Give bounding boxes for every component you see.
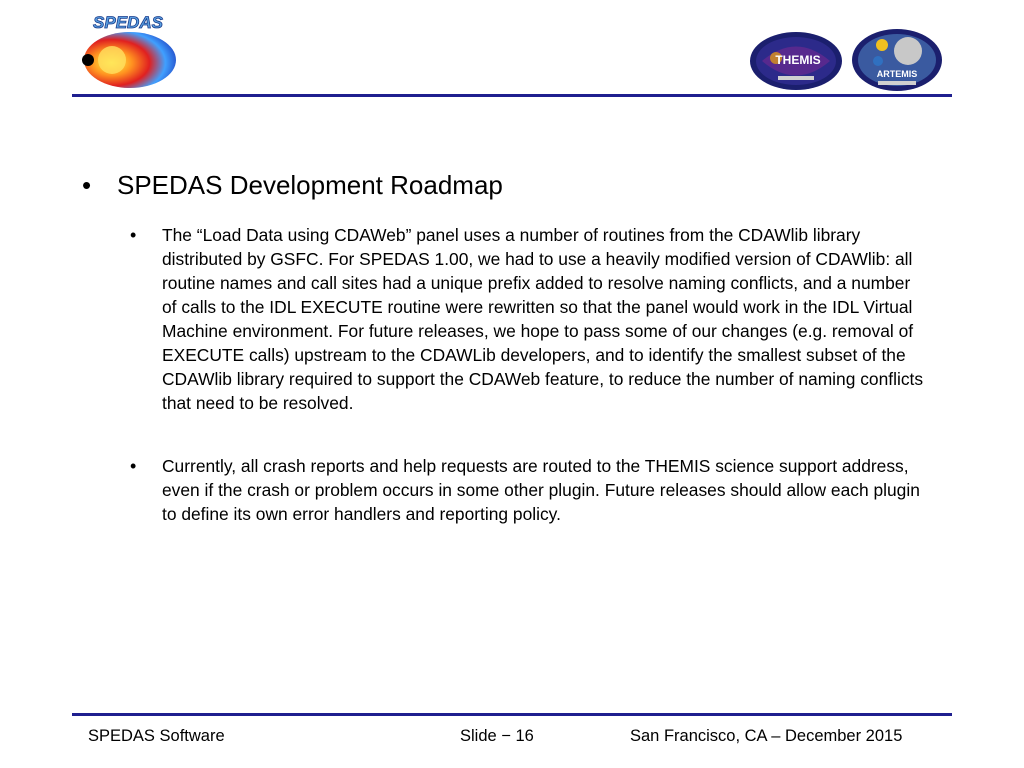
footer-location-date: San Francisco, CA – December 2015	[630, 727, 903, 745]
slide-heading: SPEDAS Development Roadmap	[117, 170, 503, 200]
themis-logo	[748, 30, 844, 92]
bullet-text-cdaweb: The “Load Data using CDAWeb” panel uses a number of routines from the CDAWlib library distributed by GSFC. For SPEDAS 1.00, we had to use a heavily modified version of CDAWlib: all routine names and call sites had a unique prefix added to resolve naming conflicts, and a number of calls to the IDL EXECUTE routine were rewritten so that the panel would work in the IDL Virtual Machine environment. For future releases, we hope to pass some of our changes (e.g. removal of EXECUTE calls) upstream to the CDAWLib developers, and to identify the smallest subset of the CDAWlib library required to support the CDAWeb feature, to reduce the number of naming conflicts that need to be resolved.	[162, 225, 924, 413]
footer-title: SPEDAS Software	[88, 727, 225, 745]
bullet-text-crash-reports: Currently, all crash reports and help requests are routed to the THEMIS science support address, even if the crash or problem occurs in some other plugin. Future releases should allow each plugin to define its own error handlers and reporting policy.	[162, 456, 920, 524]
bullet-marker: •	[130, 225, 137, 245]
spedas-logo	[78, 12, 178, 90]
bullet-marker: •	[130, 456, 137, 476]
heading-bullet: •	[82, 170, 92, 200]
footer-divider	[72, 713, 952, 716]
artemis-logo-text: ARTEMIS	[876, 69, 918, 79]
spedas-logo-text: SPEDAS	[93, 13, 163, 32]
themis-logo-text: THEMIS	[775, 53, 821, 67]
slide-number: Slide − 16	[460, 727, 534, 745]
artemis-logo	[850, 27, 944, 94]
header-divider	[72, 94, 952, 97]
